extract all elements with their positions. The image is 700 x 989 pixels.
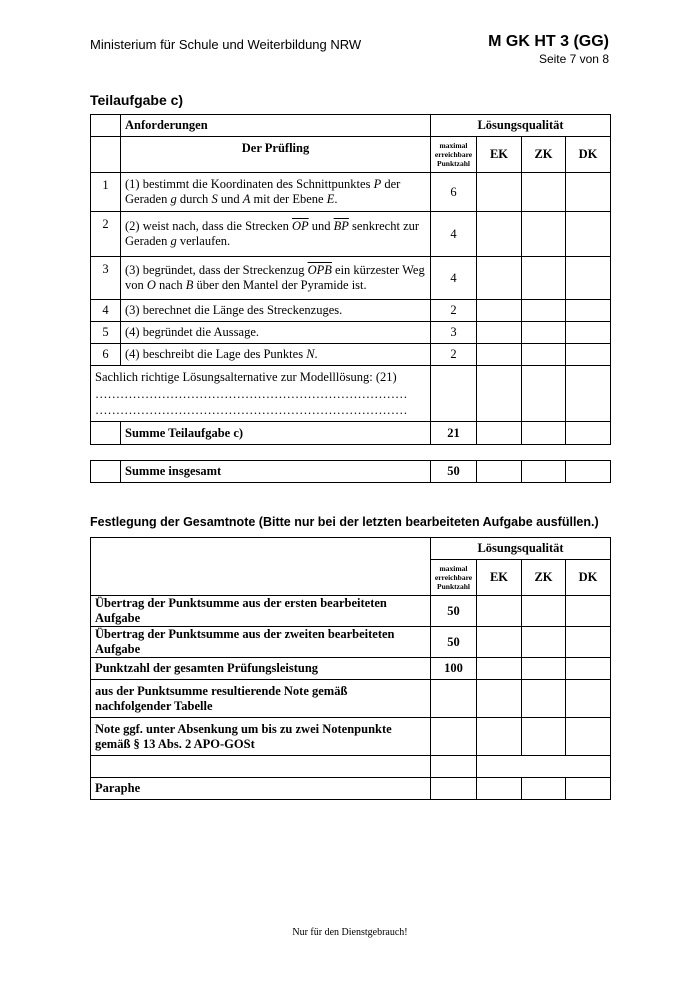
- zk-cell[interactable]: [522, 718, 566, 756]
- blank-cell: [91, 538, 431, 596]
- ek-cell[interactable]: [477, 422, 522, 445]
- dk-cell[interactable]: [566, 658, 611, 680]
- carryover-first-label: Übertrag der Punktsumme aus der ersten bearbeiteten Aufgabe: [91, 596, 431, 627]
- table-row: [91, 212, 611, 257]
- carryover-first-value: 50: [431, 596, 477, 627]
- zk-cell[interactable]: [522, 778, 566, 800]
- dk-cell[interactable]: [566, 173, 611, 212]
- dk-cell[interactable]: [566, 212, 611, 257]
- max-points-value: 2: [431, 300, 477, 322]
- final-grade-table: [90, 537, 611, 800]
- paraphe-label: Paraphe: [91, 778, 431, 800]
- adjusted-grade-label: Note ggf. unter Absenkung um bis zu zwei Notenpunkte gemäß § 13 Abs. 2 APO-GOSt: [91, 718, 431, 756]
- zk-header: ZK: [522, 137, 566, 173]
- ek-cell[interactable]: [477, 596, 522, 627]
- row-number: 2: [91, 212, 121, 257]
- ek-cell[interactable]: [477, 257, 522, 300]
- total-row: [91, 461, 611, 483]
- dk-header: DK: [566, 137, 611, 173]
- ek-cell[interactable]: [477, 718, 522, 756]
- ek-header: EK: [477, 137, 522, 173]
- zk-cell[interactable]: [522, 173, 566, 212]
- zk-header: ZK: [522, 560, 566, 596]
- row-number: 4: [91, 300, 121, 322]
- table-row: [91, 596, 611, 627]
- subtotal-label: Summe Teilaufgabe c): [121, 422, 431, 445]
- carryover-second-value: 50: [431, 627, 477, 658]
- blank-cell: [91, 422, 121, 445]
- zk-cell[interactable]: [522, 627, 566, 658]
- table-row: [91, 173, 611, 212]
- max-points-value: 4: [431, 212, 477, 257]
- max-points-cell: [431, 756, 477, 778]
- zk-cell[interactable]: [522, 461, 566, 483]
- zk-cell[interactable]: [522, 422, 566, 445]
- dk-cell[interactable]: [566, 257, 611, 300]
- dotted-line: …………………………………………………………………: [95, 387, 408, 401]
- grade-entry-cell[interactable]: [477, 756, 611, 778]
- ek-cell[interactable]: [477, 300, 522, 322]
- row-number: 3: [91, 257, 121, 300]
- table-row: [91, 344, 611, 366]
- resulting-grade-label: aus der Punktsumme resultierende Note gemäß nachfolgender Tabelle: [91, 680, 431, 718]
- zk-cell[interactable]: [522, 680, 566, 718]
- row-number: 5: [91, 322, 121, 344]
- ek-cell[interactable]: [477, 344, 522, 366]
- blank-cell: [91, 115, 121, 137]
- blank-cell: [91, 137, 121, 173]
- zk-cell[interactable]: [522, 212, 566, 257]
- blank-label-cell: [91, 756, 431, 778]
- dk-cell[interactable]: [566, 627, 611, 658]
- subtotal-value: 21: [431, 422, 477, 445]
- ek-cell[interactable]: [477, 461, 522, 483]
- zk-cell[interactable]: [522, 344, 566, 366]
- max-points-cell: [431, 366, 477, 422]
- ek-cell[interactable]: [477, 322, 522, 344]
- max-points-value: 4: [431, 257, 477, 300]
- alternative-label: Sachlich richtige Lösungsalternative zur Modelllösung: (21): [95, 370, 397, 384]
- assessment-table: [90, 114, 611, 445]
- dk-cell[interactable]: [566, 322, 611, 344]
- row-number: 1: [91, 173, 121, 212]
- dk-cell[interactable]: [566, 300, 611, 322]
- final-grade-title: Festlegung der Gesamtnote (Bitte nur bei der letzten bearbeiteten Aufgabe ausfüllen.): [90, 515, 599, 529]
- max-points-value: 6: [431, 173, 477, 212]
- subtotal-row: [91, 422, 611, 445]
- zk-cell[interactable]: [522, 658, 566, 680]
- requirement-text: (3) berechnet die Länge des Streckenzuges.: [121, 300, 431, 322]
- requirement-text: (3) begründet, dass der Streckenzug $\overline{OPB}$ ein kürzester Weg von O nach B über den Mantel der Pyramide ist.: [121, 257, 431, 300]
- ek-cell[interactable]: [477, 680, 522, 718]
- dk-cell[interactable]: [566, 422, 611, 445]
- section-title: Teilaufgabe c): [90, 92, 184, 108]
- max-points-cell: [431, 718, 477, 756]
- total-table: [90, 460, 611, 483]
- dk-cell[interactable]: [566, 461, 611, 483]
- table-row: [91, 756, 611, 778]
- table-row: [91, 680, 611, 718]
- total-label: Summe insgesamt: [121, 461, 431, 483]
- dk-cell[interactable]: [566, 366, 611, 422]
- table-row: [91, 658, 611, 680]
- quality-header: Lösungsqualität: [431, 538, 611, 560]
- dk-cell[interactable]: [566, 596, 611, 627]
- requirement-text: (4) beschreibt die Lage des Punktes N.: [121, 344, 431, 366]
- table-row: [91, 257, 611, 300]
- requirement-text: (4) begründet die Aussage.: [121, 322, 431, 344]
- max-points-cell: [431, 680, 477, 718]
- dk-cell[interactable]: [566, 344, 611, 366]
- total-points-label: Punktzahl der gesamten Prüfungsleistung: [91, 658, 431, 680]
- table-row: [91, 627, 611, 658]
- row-number: 6: [91, 344, 121, 366]
- dk-cell[interactable]: [566, 778, 611, 800]
- max-points-header: maximal erreichbare Punktzahl: [431, 137, 477, 173]
- max-points-header: maximal erreichbare Punktzahl: [431, 560, 477, 596]
- dk-header: DK: [566, 560, 611, 596]
- zk-cell[interactable]: [522, 257, 566, 300]
- ek-cell[interactable]: [477, 173, 522, 212]
- ek-cell[interactable]: [477, 212, 522, 257]
- alternative-row: [91, 366, 611, 422]
- max-points-value: 3: [431, 322, 477, 344]
- alternative-solution-cell[interactable]: [91, 366, 431, 422]
- zk-cell[interactable]: [522, 366, 566, 422]
- table-row: [91, 718, 611, 756]
- total-value: 50: [431, 461, 477, 483]
- ek-header: EK: [477, 560, 522, 596]
- quality-header: Lösungsqualität: [431, 115, 611, 137]
- zk-cell[interactable]: [522, 596, 566, 627]
- dotted-line: …………………………………………………………………: [95, 403, 408, 417]
- carryover-second-label: Übertrag der Punktsumme aus der zweiten bearbeiteten Aufgabe: [91, 627, 431, 658]
- table-row: [91, 778, 611, 800]
- table-row: [91, 300, 611, 322]
- header-ministry: Ministerium für Schule und Weiterbildung NRW: [90, 37, 362, 52]
- zk-cell[interactable]: [522, 300, 566, 322]
- ek-cell[interactable]: [477, 627, 522, 658]
- dk-cell[interactable]: [566, 718, 611, 756]
- ek-cell[interactable]: [477, 778, 522, 800]
- candidate-header: Der Prüfling: [121, 137, 431, 173]
- requirements-header: Anforderungen: [121, 115, 431, 137]
- zk-cell[interactable]: [522, 322, 566, 344]
- blank-cell: [91, 461, 121, 483]
- max-points-value: 2: [431, 344, 477, 366]
- requirement-text: (1) bestimmt die Koordinaten des Schnittpunktes P der Geraden g durch S und A mit der Ebene E.: [121, 173, 431, 212]
- ek-cell[interactable]: [477, 366, 522, 422]
- dk-cell[interactable]: [566, 680, 611, 718]
- max-points-cell: [431, 778, 477, 800]
- requirement-text: (2) weist nach, dass die Strecken $\overline{OP}$ und $\overline{BP}$ senkrecht zur Geraden g verlaufen.: [121, 212, 431, 257]
- ek-cell[interactable]: [477, 658, 522, 680]
- header-exam-code: M GK HT 3 (GG): [488, 33, 609, 50]
- header-page-number: Seite 7 von 8: [538, 52, 609, 66]
- total-points-value: 100: [431, 658, 477, 680]
- table-row: [91, 322, 611, 344]
- footer-notice: Nur für den Dienstgebrauch!: [292, 927, 408, 938]
